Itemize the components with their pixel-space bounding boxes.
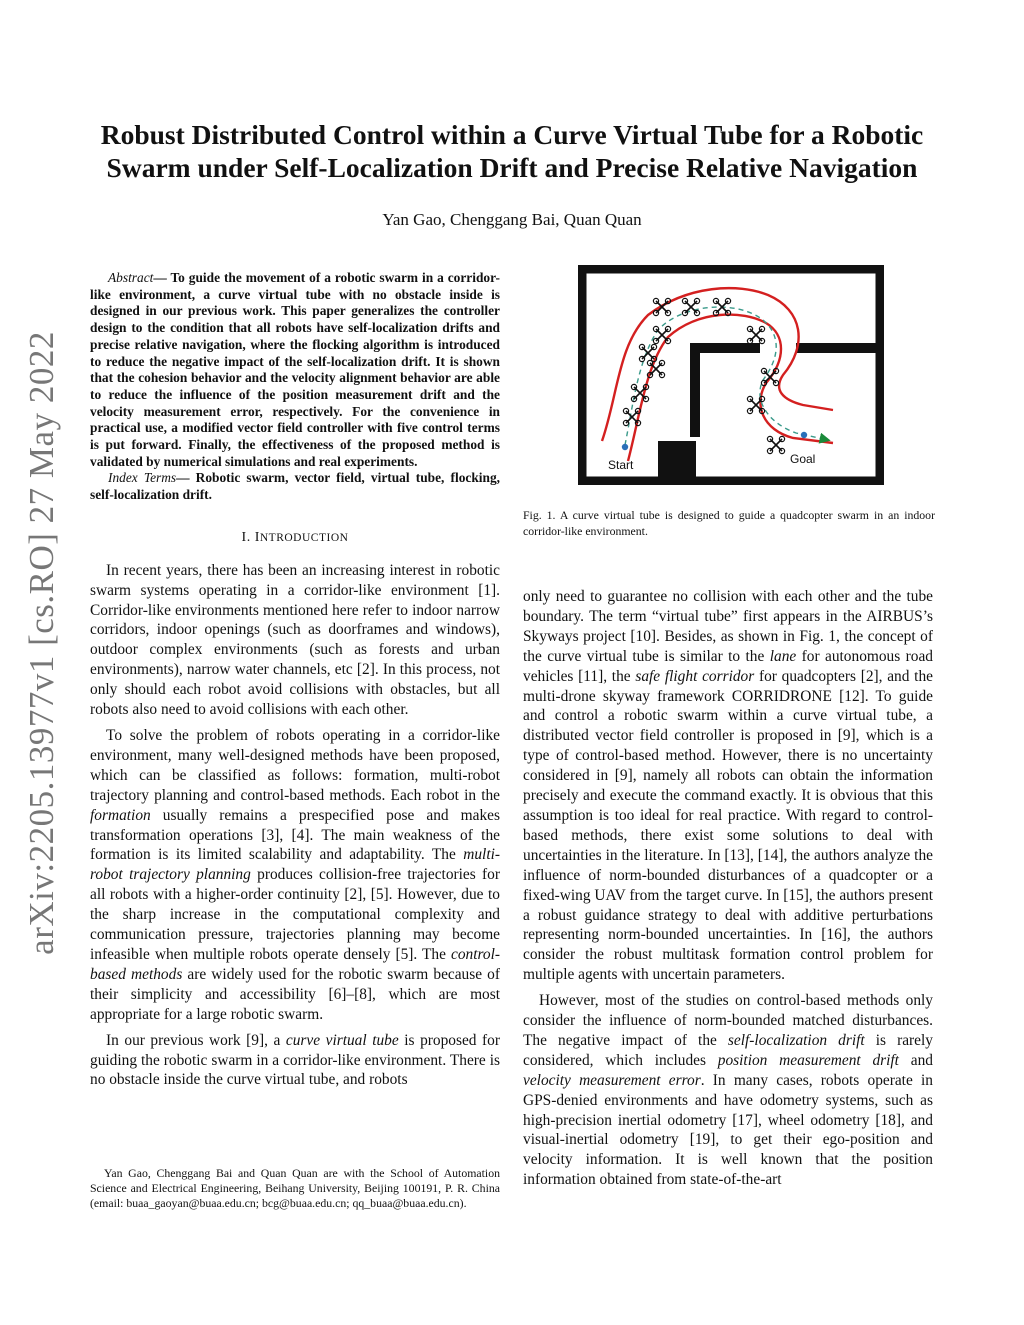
quadcopter-icon (682, 298, 699, 315)
text-run: for quadcopters [2], and the multi-drone skyway framework CORRIDRONE [12]. To guide and control a robotic swarm within a curve virtual tube, a distributed vector field controller is proposed in [9], which is a type of control-based method. However, there is no uncertainty considered in [9], namely all robots can obtain the information precisely and execute the command exactly. It is obvious that this assumption is too ideal for real practice. With regard to control-based methods, there exist some solutions to deal with uncertainties in the literature. In [13], [14], the authors analyze the influence of norm-bounded disturbances of a quadcopter or a fixed-wing UAV from the target curve. In [15], the authors present a robust guidance strategy to deal with additive perturbations representing norm-bounded uncertainties. In [16], the authors consider the robust multitask formation control problem for multiple agents with uncertain parameters. (523, 667, 933, 984)
goal-robot-dot (801, 432, 807, 438)
section-title-rest: NTRODUCTION (259, 531, 349, 544)
affiliation-footnote: Yan Gao, Chenggang Bai and Quan Quan are with the School of Automation Science and Electrical Engineering, Beihang University, Beijing 100191, P. R. China (email: buaa_gaoyan@buaa.edu.cn; bcg@buaa.edu.cn; qq_buaa@buaa.edu.cn). (90, 1166, 500, 1211)
emphasis-control-based: control-based methods (90, 945, 500, 983)
emphasis-self-localization-drift: self-localization drift (727, 1031, 865, 1049)
text-run: and (898, 1051, 933, 1069)
abstract-label: Abstract (108, 270, 154, 285)
quadcopter-icon (747, 326, 764, 343)
right-paragraph-1 (523, 587, 933, 985)
section-heading-introduction (90, 528, 500, 549)
arxiv-sidebar (22, 330, 62, 955)
start-label: Start (608, 458, 634, 472)
index-terms-label: Index Terms (108, 470, 177, 486)
emphasis-curve-virtual-tube: curve virtual tube (285, 1031, 399, 1049)
figure-caption: Fig. 1. A curve virtual tube is designed to guide a quadcopter swarm in an indoor corridor-like environment. (523, 508, 935, 538)
emphasis-formation: formation (90, 806, 151, 824)
abstract (90, 270, 500, 470)
emphasis-safe-flight-corridor: safe flight corridor (635, 667, 755, 685)
text-run: is rarely considered, which includes (523, 1031, 933, 1069)
start-robot-dot (622, 444, 628, 450)
wall-right-inner (796, 343, 880, 353)
figure-1 (578, 265, 884, 485)
wall-block-bottom (658, 441, 696, 481)
text-run: . In many cases, robots operate in GPS-denied environments and have odometry systems, such as high-precision inertial odometry [17], wheel odometry [18], and visual-inertial odometry [19], to get their ego-position and velocity information. It is well known that the position information obtained from state-of-the-art (523, 1071, 933, 1189)
emphasis-trajectory-planning: multi-robot trajectory planning (90, 846, 500, 884)
paper-title (60, 118, 964, 184)
intro-paragraph-1: In recent years, there has been an increasing interest in robotic swarm systems operating in a corridor-like environment [1]. Corridor-like environments mentioned here refer to indoor narrow corridors, indoor openings (such as doorframes and windows), outdoor complex environments (such as forests and urban environments), narrow water channels, etc [2]. In this process, not only should each robot avoid collisions with obstacles, but all robots also need to avoid collisions with each other. (90, 561, 500, 719)
quadcopter-icon (767, 436, 784, 453)
right-column (523, 587, 933, 1190)
title-line-1: Robust Distributed Control within a Curve Virtual Tube for a Robotic (100, 119, 924, 150)
text-run: for autonomous road vehicles [11], the (523, 647, 934, 685)
quadcopter-icon (653, 298, 670, 315)
abstract-text: — To guide the movement of a robotic swarm in a corridor-like environment, a curve virtual tube with no obstacle inside is designed in our previous work. This paper generalizes the controller design to the condition that all robots have self-localization drifts and precise relative navigation, where the flocking algorithm is introduced to reduce the negative impact of the self-localization drift. It is shown that the cohesion behavior and the velocity alignment behavior are able to reduce the influence of the position measurement drift and the velocity measurement error, respectively. For the convenience in practical use, a modified vector field controller with five control terms is put forward. Finally, the effectiveness of the proposed method is validated by numerical simulations and real experiments. (90, 270, 500, 469)
emphasis-velocity-measurement-error: velocity measurement error (523, 1071, 701, 1089)
text-run: produces collision-free trajectories for all robots with a higher-order continuity [2], [5]. However, due to the sharp increase in the computational complexity and communication pressure, trajectories planning may become infeasible when multiple robots operate densely [5]. The (90, 866, 500, 963)
index-terms-text: — Robotic swarm, vector field, virtual tube, flocking, self-localization drift. (90, 470, 500, 503)
left-column (90, 270, 500, 1090)
section-number: I. I (241, 529, 260, 545)
index-terms (90, 470, 500, 503)
text-run: is proposed for guiding the robotic swarm in a corridor-like environment. There is no obstacle inside the curve virtual tube, and robots (90, 1031, 500, 1089)
arxiv-identifier: arXiv:2205.13977v1 [cs.RO] 27 May 2022 (22, 330, 61, 955)
text-run: To solve the problem of robots operating in a corridor-like environment, many well-designed methods have been proposed, which can be classified as follows: formation, multi-robot trajectory planning and control-based methods. Each robot in the (90, 727, 500, 804)
text-run: only need to guarantee no collision with each other and the tube boundary. The term “virtual tube” first appears in the AIRBUS’s Skyways project [10]. Besides, as shown in Fig. 1, the concept of the curve virtual tube is similar to the (523, 588, 933, 665)
emphasis-lane: lane (769, 647, 797, 665)
quadcopter-icon (653, 326, 670, 343)
text-run: However, most of the studies on control-based methods only consider the influence of norm-bounded matched disturbances. The negative impact of the (523, 992, 933, 1049)
title-line-2: Swarm under Self-Localization Drift and Precise Relative Navigation (106, 152, 918, 183)
text-run: usually remains a prespecified pose and makes transformation operations [3], [4]. The main weakness of the formation is its limited scalability and adaptability. The (90, 806, 500, 864)
right-paragraph-2 (523, 991, 933, 1190)
intro-paragraph-2 (90, 726, 500, 1025)
wall-top-inner (690, 343, 760, 353)
author-list: Yan Gao, Chenggang Bai, Quan Quan (382, 210, 642, 229)
wall-left-inner (690, 343, 700, 437)
tube-boundary-inner (628, 315, 833, 461)
goal-label: Goal (790, 452, 816, 466)
emphasis-position-measurement-drift: position measurement drift (717, 1051, 899, 1069)
intro-paragraph-3 (90, 1031, 500, 1091)
text-run: In our previous work [9], a (106, 1031, 286, 1049)
text-run: are widely used for the robotic swarm because of their simplicity and accessibility [6]–[8], which are most appropriate for a large robotic swarm. (90, 965, 500, 1023)
